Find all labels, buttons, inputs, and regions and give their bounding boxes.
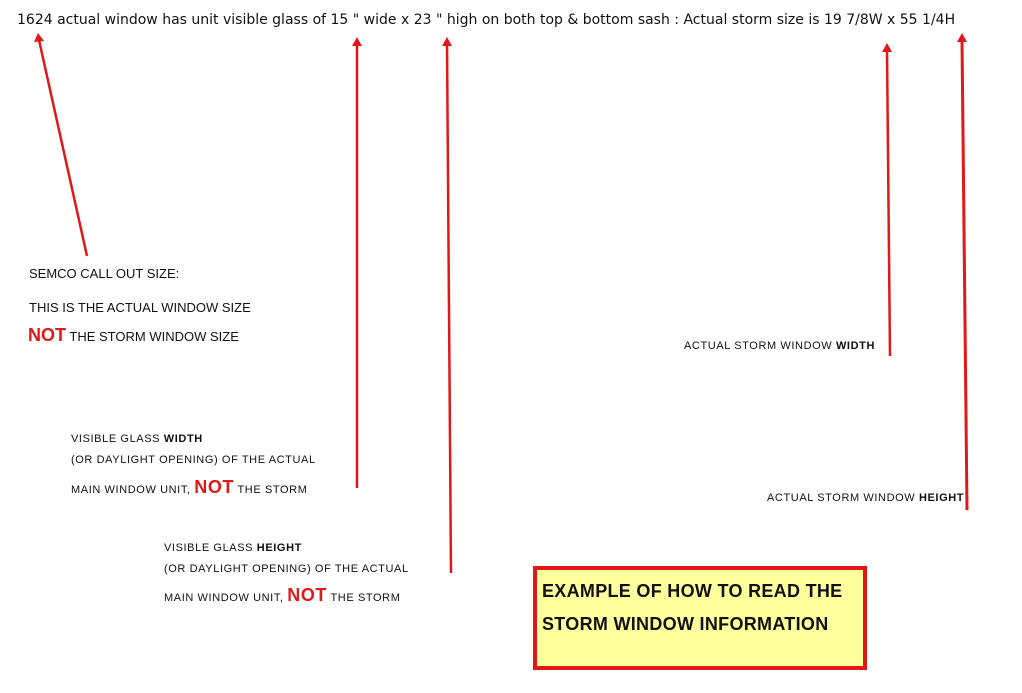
semco-callout-desc: THIS IS THE ACTUAL WINDOW SIZE [29, 300, 251, 315]
glass-height-main-unit: MAIN WINDOW UNIT, [164, 592, 288, 604]
not-emphasis: NOT [194, 477, 235, 497]
glass-width-line3 [71, 477, 307, 498]
glass-width-prefix: VISIBLE GLASS [71, 433, 164, 445]
glass-width-main-unit: MAIN WINDOW UNIT, [71, 484, 195, 496]
glass-height-line1 [164, 542, 302, 554]
arrow-storm-width [887, 50, 890, 356]
example-line1: EXAMPLE OF HOW TO READ THE [542, 581, 843, 601]
storm-width-label [684, 340, 875, 352]
arrow-storm-height [962, 40, 967, 510]
storm-width-prefix: ACTUAL STORM WINDOW [684, 340, 836, 352]
glass-width-line2: (OR DAYLIGHT OPENING) OF THE ACTUAL [71, 454, 316, 466]
semco-callout-not-line [28, 325, 239, 346]
storm-width-bold: WIDTH [835, 340, 875, 352]
glass-height-prefix: VISIBLE GLASS [164, 542, 257, 554]
glass-height-line2: (OR DAYLIGHT OPENING) OF THE ACTUAL [164, 563, 409, 575]
headline-text: 1624 actual window has unit visible glass of 15 " wide x 23 " high on both top & bottom sash : Actual storm size is 19 7/8W x 55 1/4H [17, 12, 956, 28]
arrow-semco-size [39, 40, 87, 256]
arrowhead-storm-width [882, 43, 892, 52]
arrowhead-glass-height [442, 37, 452, 46]
glass-height-bold: HEIGHT [256, 542, 302, 554]
semco-not-rest: THE STORM WINDOW SIZE [69, 329, 239, 344]
semco-callout-heading: SEMCO CALL OUT SIZE: [29, 266, 180, 281]
arrowhead-storm-height [957, 33, 967, 42]
storm-height-label [767, 492, 964, 504]
example-line2: STORM WINDOW INFORMATION [542, 614, 829, 634]
arrowhead-semco-size [34, 33, 44, 42]
glass-height-line3 [164, 585, 400, 606]
arrowhead-glass-width [352, 37, 362, 46]
glass-width-bold: WIDTH [163, 433, 203, 445]
storm-height-prefix: ACTUAL STORM WINDOW [767, 492, 919, 504]
glass-width-storm: THE STORM [234, 484, 308, 496]
storm-height-bold: HEIGHT [918, 492, 965, 504]
example-box [533, 566, 867, 670]
glass-width-line1 [71, 433, 203, 445]
not-emphasis: NOT [287, 585, 328, 605]
glass-height-storm: THE STORM [327, 592, 401, 604]
not-emphasis: NOT [28, 325, 66, 345]
arrow-glass-height [447, 44, 451, 573]
